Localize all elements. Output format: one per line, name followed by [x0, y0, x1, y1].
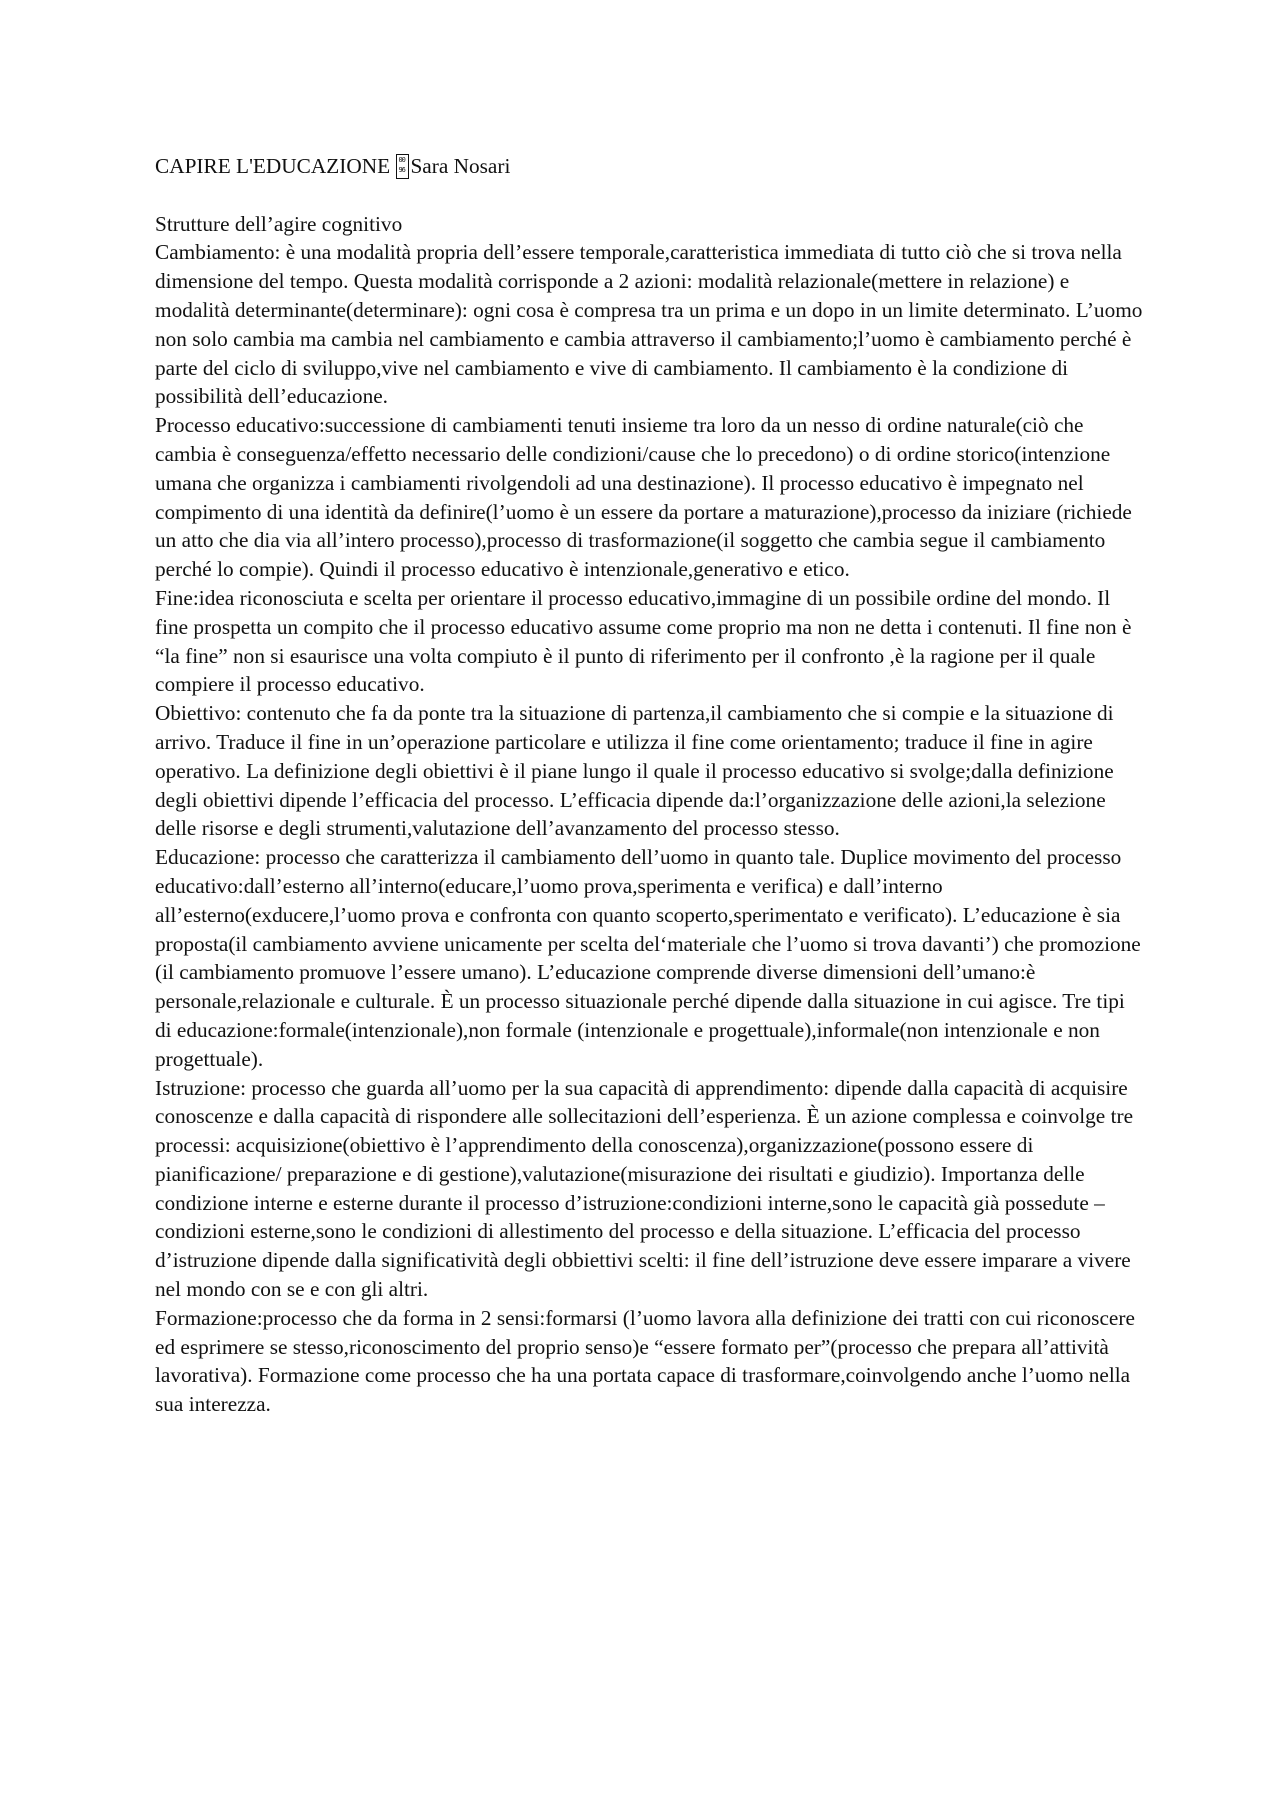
title-text: CAPIRE L'EDUCAZIONE [155, 154, 396, 178]
paragraph-formazione: Formazione:processo che da forma in 2 sensi:formarsi (l’uomo lavora alla definizione dei tratti con cui riconoscere ed esprimere se stesso,riconoscimento del proprio senso)e “essere formato per”(processo che prepara all’attività lavorativa). Formazione come processo che ha una portata capace di trasformare,coinvolgendo anche l’uomo nella sua interezza. [155, 1305, 1135, 1417]
paragraph-processo-educativo: Processo educativo:successione di cambiamenti tenuti insieme tra loro da un nesso di ordine naturale(ciò che cambia è conseguenza/effetto necessario delle condizioni/cause che lo precedono) o di ordine storico(intenzione umana che organizza i cambiamenti rivolgendoli ad una destinazione). Il processo educativo è impegnato nel compimento di una identità da definire(l’uomo è un essere da portare a maturazione),processo da iniziare (richiede un atto che dia via all’intero processo),processo di trasformazione(il soggetto che cambia segue il cambiamento perché lo compie). Quindi il processo educativo è intenzionale,generativo e etico. [155, 413, 1132, 582]
paragraph-cambiamento: Cambiamento: è una modalità propria dell’essere temporale,caratteristica immediata di tutto ciò che si trova nella dimensione del tempo. Questa modalità corrisponde a 2 azioni: modalità relazionale(mettere in relazione) e modalità determinante(determinare): ogni cosa è compresa tra un prima e un dopo in un limite determinato. L’uomo non solo cambia ma cambia nel cambiamento e cambia attraverso il cambiamento;l’uomo è cambiamento perché è parte del ciclo di sviluppo,vive nel cambiamento e vive di cambiamento. Il cambiamento è la condizione di possibilità dell’educazione. [155, 240, 1143, 409]
paragraph-fine: Fine:idea riconosciuta e scelta per orientare il processo educativo,immagine di un possibile ordine del mondo. Il fine prospetta un compito che il processo educativo assume come proprio ma non ne detta i contenuti. Il fine non è “la fine” non si esaurisce una volta compiuto è il punto di riferimento per il confronto ,è la ragione per il quale compiere il processo educativo. [155, 585, 1132, 697]
paragraph-istruzione: Istruzione: processo che guarda all’uomo per la sua capacità di apprendimento: dipende dalla capacità di acquisire conoscenze e dalla capacità di rispondere alle sollecitazioni dell’esperienza. È un azione complessa e coinvolge tre processi: acquisizione(obiettivo è l’apprendimento della conoscenza),organizzazione(possono essere di pianificazione/ preparazione e di gestione),valutazione(misurazione dei risultati e giudizio). Importanza delle condizione interne e esterne durante il processo d’istruzione:condizioni interne,sono le capacità già possedute –condizioni esterne,sono le condizioni di allestimento del processo e della situazione. L’efficacia del processo d’istruzione dipende dalla significatività degli obbiettivi scelti: il fine dell’istruzione deve essere imparare a vivere nel mondo con se e con gli altri. [155, 1075, 1134, 1302]
paragraph-educazione: Educazione: processo che caratterizza il cambiamento dell’uomo in quanto tale. Duplice movimento del processo educativo:dall’esterno all’interno(educare,l’uomo prova,sperimenta e verifica) e dall’interno all’esterno(exducere,l’uomo prova e confronta con quanto scoperto,sperimentato e verificato). L’educazione è sia proposta(il cambiamento avviene unicamente per scelta del‘materiale che l’uomo si trova davanti’) che promozione (il cambiamento promuove l’essere umano). L’educazione comprende diverse dimensioni dell’umano:è personale,relazionale e culturale. È un processo situazionale perché dipende dalla situazione in cui agisce. Tre tipi di educazione:formale(intenzionale),non formale (intenzionale e progettuale),informale(non intenzionale e non progettuale). [155, 845, 1141, 1071]
missing-glyph-icon [396, 154, 409, 179]
document-page [155, 152, 1145, 1419]
author-name: Sara Nosari [410, 154, 511, 178]
heading-strutture: Strutture dell’agire cognitivo [155, 211, 403, 236]
paragraph-obiettivo: Obiettivo: contenuto che fa da ponte tra la situazione di partenza,il cambiamento che si compie e la situazione di arrivo. Traduce il fine in un’operazione particolare e utilizza il fine come orientamento; traduce il fine in agire operativo. La definizione degli obiettivi è il piane lungo il quale il processo educativo si svolge;dalla definizione degli obiettivi dipende l’efficacia del processo. L’efficacia dipende da:l’organizzazione delle azioni,la selezione delle risorse e degli strumenti,valutazione dell’avanzamento del processo stesso. [155, 701, 1114, 841]
document-title [155, 152, 1145, 181]
